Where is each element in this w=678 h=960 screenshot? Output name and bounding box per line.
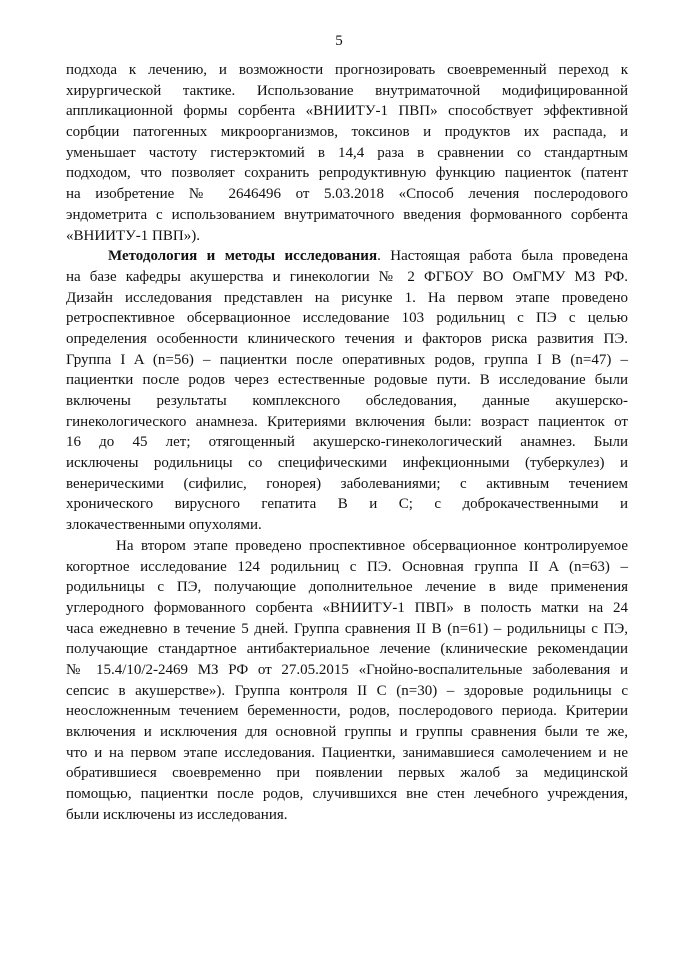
text-line: определения особенности клинического течения и факторов риска развития ПЭ. [66,330,628,347]
text-line: ретроспективное обсервационное исследование 103 родильниц с ПЭ с целью [66,310,628,327]
text-line: включения и исключения для основной группы и группы сравнения были те же, [66,724,628,740]
heading-line-rest: . Настоящая работа была проведена [377,248,628,265]
text-line: на изобретение № 2646496 от 5.03.2018 «Способ лечения послеродового [66,186,628,203]
text-line: часа ежедневно в течение 5 дней. Группа сравнения II B (n=61) – родильницы с ПЭ, [66,620,628,637]
text-line: получающие стандартное антибактериальное лечение (клинические рекомендации [66,641,628,658]
text-line: подходом, что позволяет сохранить репродуктивную функцию пациенток (патент [66,165,628,182]
text-line: что и на первом этапе исследования. Пациентки, занимавшиеся самолечением и не [66,744,628,761]
text-line: эндометрита с использованием внутриматочного введения формованного сорбента [66,206,628,223]
text-line: хронического вирусного гепатита В и С; с доброкачественными и [66,496,628,513]
text-line [66,246,628,267]
text-line: сепсис в акушерстве»). Группа контроля II C (n=30) – здоровые родильницы с [66,682,628,699]
text-line: пациентки после родов через естественные родовые пути. В исследование были [66,372,628,389]
text-line: 16 до 45 лет; отягощенный акушерско-гинекологический анамнез. Были [66,434,628,451]
text-line: когортное исследование 124 родильниц с ПЭ. Основная группа II A (n=63) – [66,558,628,575]
text-line: помощью, пациентки после родов, случившихся вне стен лечебного учреждения, [66,786,628,803]
page-number: 5 [335,33,343,49]
text-line: злокачественными опухолями. [66,517,262,534]
text-line: подхода к лечению, и возможности прогнозировать своевременный переход к [66,62,628,78]
text-line: исключены родильницы со специфическими инфекционными (туберкулез) и [66,455,628,472]
text-line: сорбции патогенных микроорганизмов, токсинов и продуктов их распада, и [66,124,628,141]
text-line: Дизайн исследования представлен на рисунке 1. На первом этапе проведено [66,289,628,306]
text-line: неосложненным течением беременности, родов, послеродового периода. Критерии [66,703,628,720]
text-line: Группа I A (n=56) – пациентки после оперативных родов, группа I B (n=47) – [66,351,628,368]
paragraph-methodology [66,246,628,536]
text-line: уменьшает частоту гистерэктомий в 14,4 раза в сравнении со стандартным [66,144,628,161]
text-line: № 15.4/10/2-2469 МЗ РФ от 27.05.2015 «Гнойно-воспалительные заболевания и [66,661,628,678]
text-line: включены результаты комплексного обследования, данные акушерско- [66,393,628,409]
text-line: хирургической тактике. Использование внутриматочной модифицированной [66,82,628,99]
document-body [66,60,628,825]
text-line: «ВНИИТУ-1 ПВП»). [66,227,200,244]
paragraph-intro-continuation [66,60,628,246]
section-heading-methodology: Методология и методы исследования [108,248,378,265]
text-line: На втором этапе проведено проспективное обсервационное контролируемое [116,537,628,554]
text-line: гинекологического анамнеза. Критериями включения были: возраст пациенток от [66,413,628,430]
text-line: венерическими (сифилис, гонорея) заболеваниями; с активным течением [66,475,628,492]
text-line: углеродного формованного сорбента «ВНИИТУ-1 ПВП» в полость матки на 24 [66,599,628,616]
text-line: родильницы с ПЭ, получающие дополнительное лечение в виде применения [66,579,628,596]
paragraph-second-stage [66,536,628,826]
text-line: обратившиеся своевременно при появлении первых жалоб за медицинской [66,765,628,782]
text-line: были исключены из исследования. [66,806,288,823]
text-line: аппликационной формы сорбента «ВНИИТУ-1 ПВП» способствует эффективной [66,103,628,120]
text-line: на базе кафедры акушерства и гинекологии № 2 ФГБОУ ВО ОмГМУ МЗ РФ. [66,268,628,285]
